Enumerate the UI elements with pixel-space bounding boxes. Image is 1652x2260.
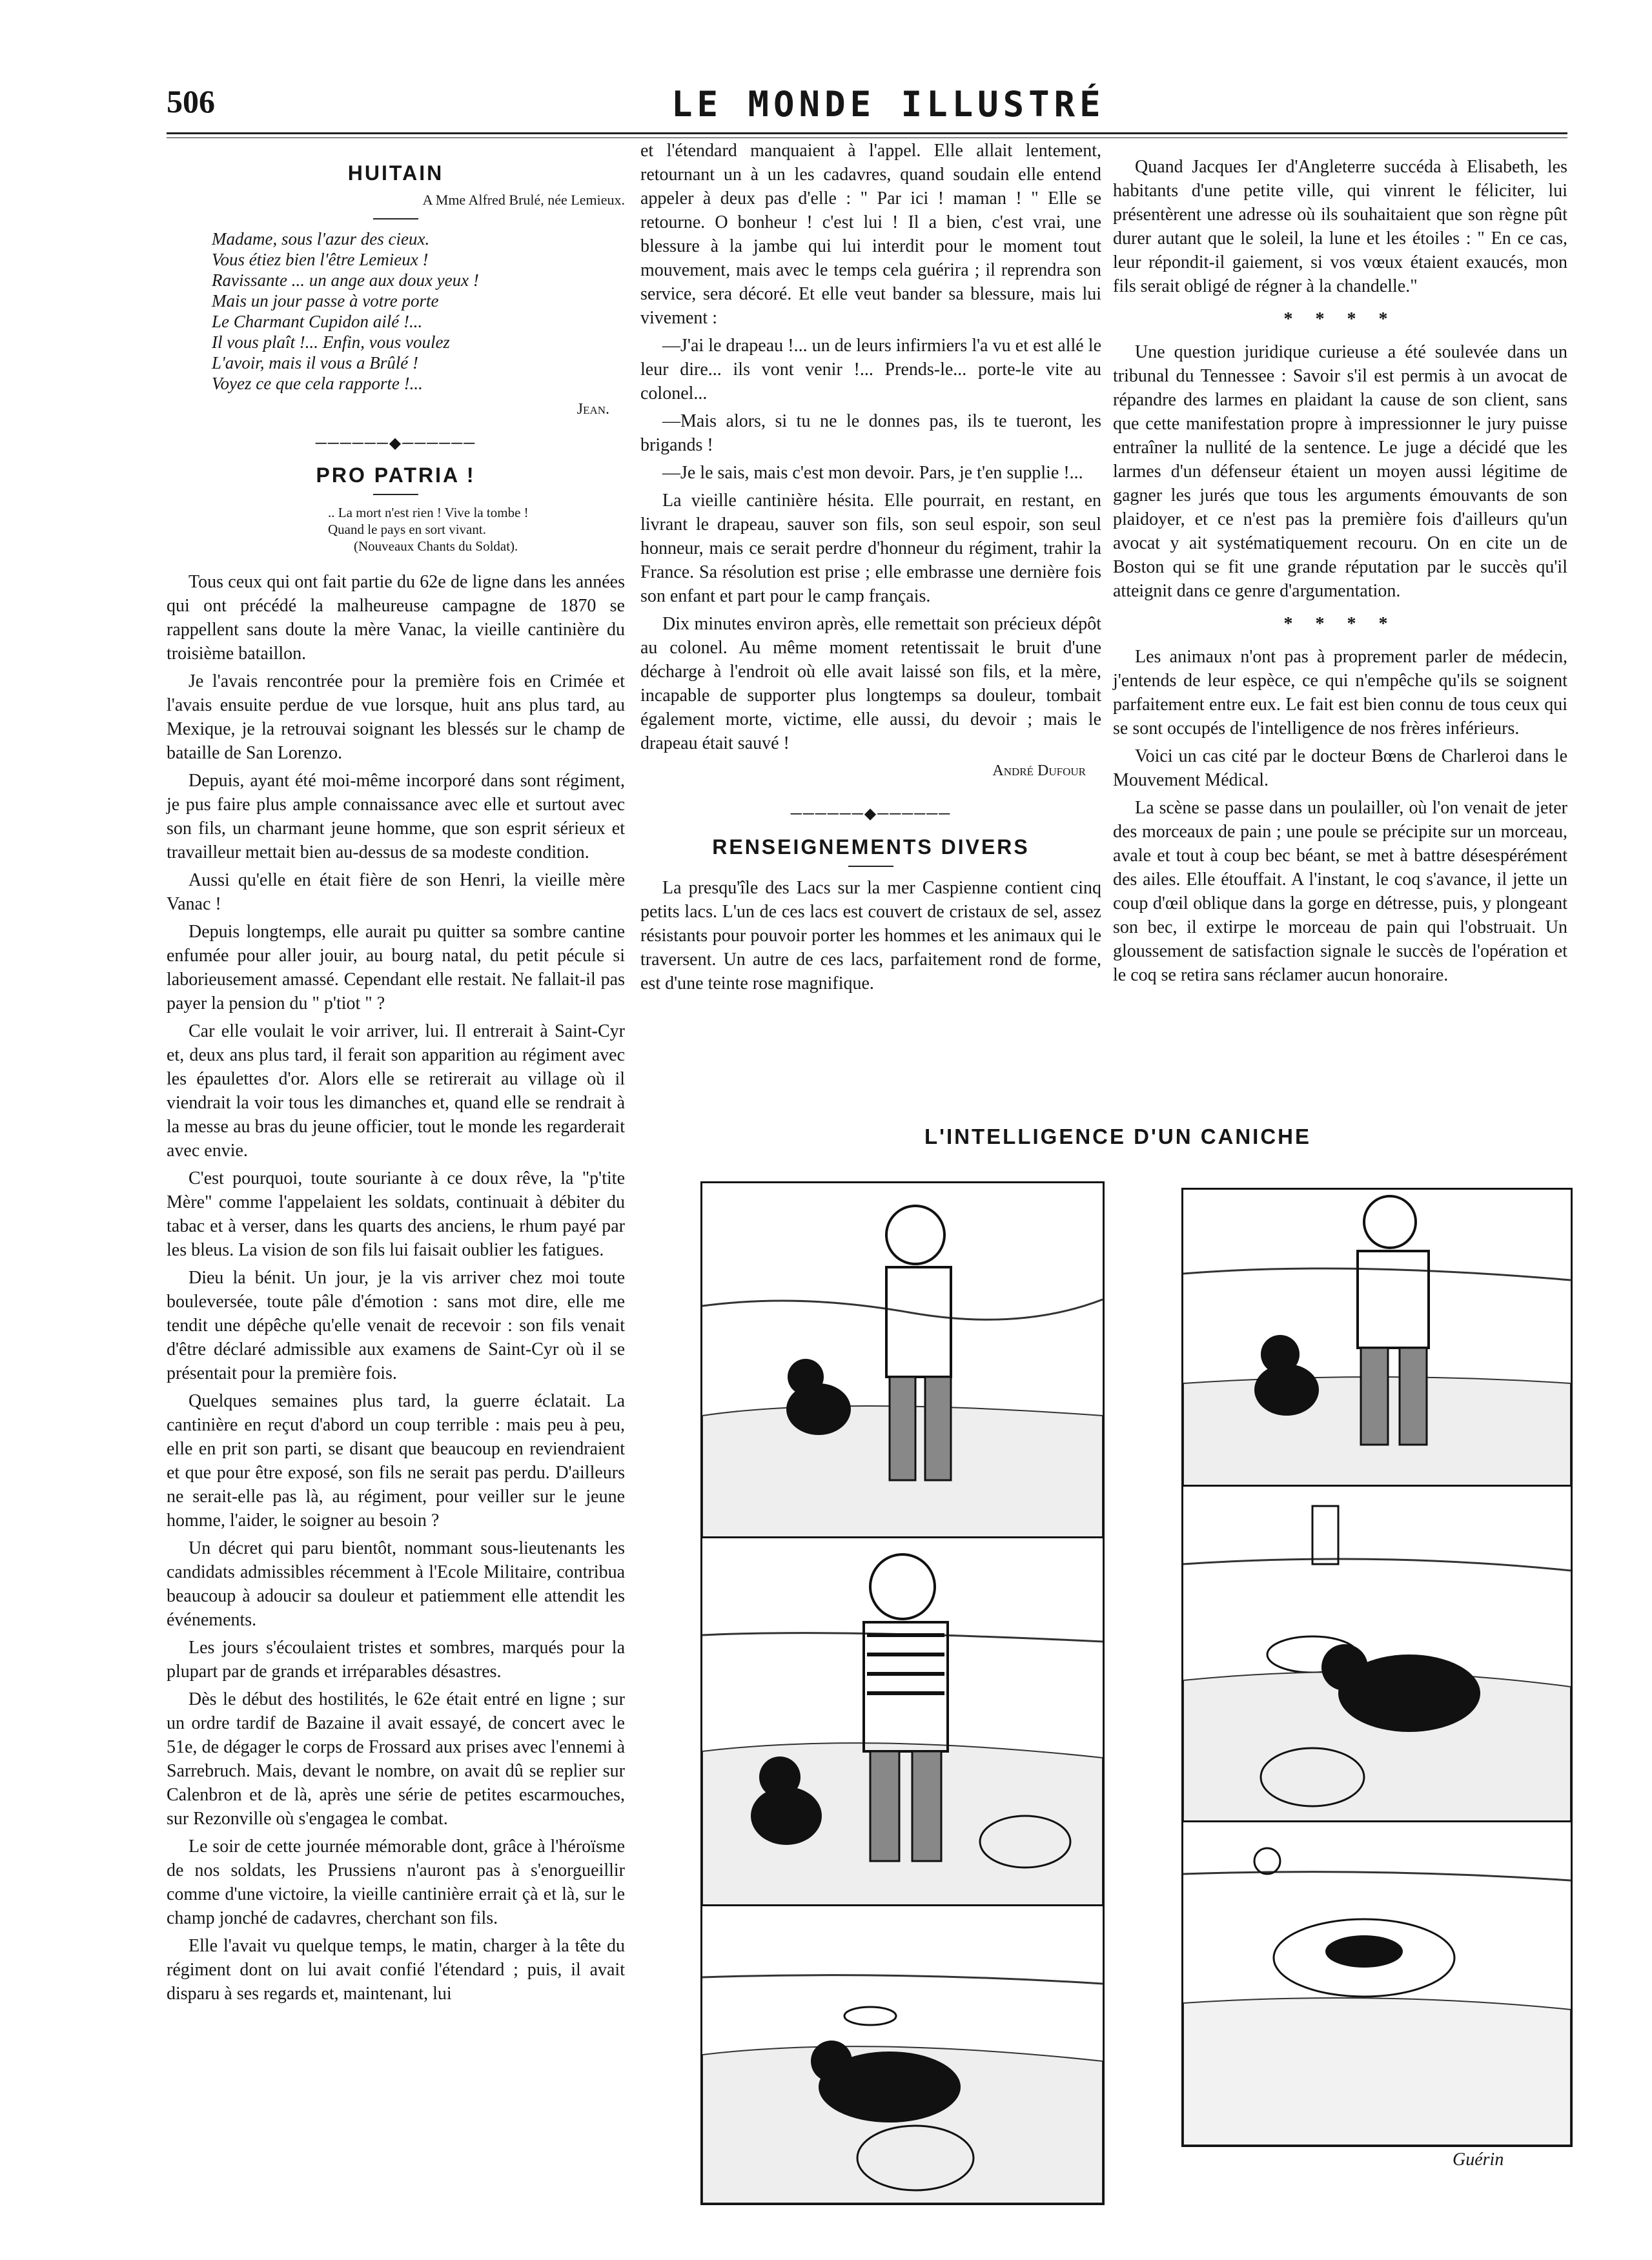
poem-line: Mais un jour passe à votre porte bbox=[212, 291, 439, 310]
paragraph: —Mais alors, si tu ne le donnes pas, ils te tueront, les brigands ! bbox=[640, 411, 1101, 455]
paragraph: Depuis, ayant été moi-même incorporé dans sont régiment, je pus faire plus ample connaissance avec elle et surtout avec son fils, un charmant jeune homme, que son esprit sérieux et travailleur mettait bien au-dessus de sa modeste condition. bbox=[167, 771, 625, 862]
poem-line: Ravissante ... un ange aux doux yeux ! bbox=[212, 270, 479, 290]
masthead: LE MONDE ILLUSTRÉ bbox=[671, 84, 1105, 125]
poem-line: Le Charmant Cupidon ailé !... bbox=[212, 312, 423, 331]
cartoon-panel-3 bbox=[700, 1536, 1105, 1908]
renseignements-title: RENSEIGNEMENTS DIVERS bbox=[712, 835, 1030, 859]
paragraph: Tous ceux qui ont fait partie du 62e de ligne dans les années qui ont précédé la malheureuse campagne de 1870 se rappellent sans doute la mère Vanac, la vieille cantinière du troisième bataillon. bbox=[167, 572, 625, 664]
epigraph bbox=[328, 504, 625, 555]
divider bbox=[848, 866, 893, 867]
paragraph: Un décret qui paru bientôt, nommant sous-lieutenants les candidats admissibles récemment à l'Ecole Militaire, contribua beaucoup à adoucir sa douleur et patiemment elle attendit les événements. bbox=[167, 1538, 625, 1630]
paragraph: C'est pourquoi, toute souriante à ce doux rêve, la "p'tite Mère" comme l'appelaient les soldats, continuait à débiter du tabac et à verser, dans les quarts des anciens, le rhum payé par les bleus. La vision de son fils lui faisait oublier les fatigues. bbox=[167, 1168, 625, 1260]
ornament: ──────◆────── bbox=[790, 806, 952, 822]
paragraph: Quand Jacques Ier d'Angleterre succéda à Elisabeth, les habitants d'une petite ville, qui vinrent le féliciter, lui présentèrent une adresse où ils souhaitaient que son règne pût durer autant que le soleil, la lune et les étoiles : " En ce cas, leur répondit-il gaiement, si vos vœux étaient exaucés, mon fils serait obligé de régner à la chandelle." bbox=[1113, 157, 1567, 296]
paragraph: Dès le début des hostilités, le 62e était entré en ligne ; sur un ordre tardif de Bazaine il avait essayé, de concert avec le 51e, de dégager le corps de Frossard aux prises avec l'ennemi à Sarrebruch. Mais, devant le nombre, on avait dû se replier sur Calenbron et de là, après une série de petites escarmouches, sur Rezonville où s'engagea le combat. bbox=[167, 1689, 625, 1829]
poem-line: Voyez ce que cela rapporte !... bbox=[212, 374, 423, 393]
paragraph: La vieille cantinière hésita. Elle pourrait, en restant, en livrant le drapeau, sauver son fils, son seul espoir, son seul honneur, mais ce serait perdre d'honneur du régiment, trahir la France. Sa résolution est prise ; elle embrasse une dernière fois son enfant et part pour le camp français. bbox=[640, 491, 1101, 606]
huitain-signature: Jean. bbox=[576, 401, 609, 418]
epigraph-line: .. La mort n'est rien ! Vive la tombe ! bbox=[328, 505, 529, 520]
paragraph: Elle l'avait vu quelque temps, le matin, charger à la tête du régiment dont on lui avait confié l'étendard ; puis, il avait disparu à ses regards et, maintenant, lui bbox=[167, 1936, 625, 2004]
divider bbox=[373, 218, 418, 219]
cartoon-panel-6 bbox=[1181, 1820, 1573, 2147]
panel-illustration bbox=[1183, 1487, 1571, 1822]
column-3 bbox=[1113, 155, 1567, 991]
paragraph: Voici un cas cité par le docteur Bœns de Charleroi dans le Mouvement Médical. bbox=[1113, 746, 1567, 790]
epigraph-line: (Nouveaux Chants du Soldat). bbox=[354, 538, 518, 554]
pro-patria-signature: André Dufour bbox=[992, 762, 1086, 779]
huitain-poem bbox=[212, 229, 625, 394]
huitain-title: HUITAIN bbox=[347, 161, 444, 185]
paragraph: Les animaux n'ont pas à proprement parler de médecin, j'entends de leur espèce, ce qui n'empêche qu'ils se soignent parfaitement entre eux. Le fait est bien connu de tous ceux qui se sont occupés de l'intelligence de nos frères inférieurs. bbox=[1113, 647, 1567, 738]
paragraph: Car elle voulait le voir arriver, lui. Il entrerait à Saint-Cyr et, deux ans plus tard, il ferait son apparition au régiment avec les épaulettes d'or. Alors elle se retirerait au village où il viendrait la voir tous les dimanches et, quand elle se rendrait à la messe au bras du jeune officier, tout le monde les regarderait avec envie. bbox=[167, 1021, 625, 1161]
column-1 bbox=[167, 161, 625, 2010]
panel-illustration bbox=[702, 1906, 1103, 2203]
divider bbox=[373, 494, 418, 495]
paragraph: Une question juridique curieuse a été soulevée dans un tribunal du Tennessee : Savoir s'il est permis à un avocat de répandre des larmes en plaidant la cause de son client, sans que cette manifestation propre à impressionner le jury puisse entraîner la nullité de la sentence. Le juge a décidé que les larmes d'un défenseur étaient un moyen aussi légitime de gagner les jurés que tous les arguments émouvants de son plaidoyer, et ce n'est pas la première fois d'ailleurs qu'un avocat y ait systématiquement recouru. On en cite un de Boston qui se fit une grande réputation par le succès qu'il atteignit dans ce genre d'argumentation. bbox=[1113, 342, 1567, 601]
panel-illustration bbox=[1183, 1190, 1571, 1487]
header-rule bbox=[167, 132, 1567, 134]
paragraph: La scène se passe dans un poulailler, où l'on venait de jeter des morceaux de pain ; une poule se précipite sur un morceau, avale et tout à coup bec béant, se met à battre désespérément des ailes. Elle étouffait. A l'instant, le coq s'avance, il jette un coup d'œil oblique dans la gorge en détresse, puis, y plongeant son bec, il extirpe le morceau de pain qui l'obstruait. Un gloussement de satisfaction signale le succès de l'opération et le coq se retira sans réclamer aucun honoraire. bbox=[1113, 798, 1567, 985]
cartoon-panel-1 bbox=[700, 1181, 1105, 1540]
poem-line: Madame, sous l'azur des cieux. bbox=[212, 229, 430, 249]
paragraph: Dix minutes environ après, elle remettait son précieux dépôt au colonel. Au même moment retentissait le bruit d'une décharge à l'endroit où elle avait laissé son fils, et la mère, incapable de supporter plus longtemps sa douleur, tombait également morte, victime, elle aussi, du devoir ; mais le drapeau était sauvé ! bbox=[640, 614, 1101, 753]
panel-illustration bbox=[702, 1183, 1103, 1538]
pro-patria-title: PRO PATRIA ! bbox=[316, 463, 476, 487]
paragraph: —J'ai le drapeau !... un de leurs infirmiers l'a vu et est allé le leur dire... ils vont venir !... Prends-le... porte-le vite au colonel... bbox=[640, 336, 1101, 403]
stars-separator: * * * * bbox=[1283, 309, 1397, 329]
paragraph: Les jours s'écoulaient tristes et sombres, marqués pour la plupart par de grands et irréparables désastres. bbox=[167, 1638, 625, 1682]
cartoon-panel-4 bbox=[1181, 1485, 1573, 1824]
header-rule-thin bbox=[167, 137, 1567, 138]
paragraph: La presqu'île des Lacs sur la mer Caspienne contient cinq petits lacs. L'un de ces lacs est couvert de cristaux de sel, assez résistants pour pouvoir porter les hommes et les animaux qui le traversent. Un autre de ces lacs, parfaitement rond de forme, est d'une teinte rose magnifique. bbox=[640, 878, 1101, 993]
poem-line: Vous étiez bien l'être Lemieux ! bbox=[212, 250, 429, 269]
ornament: ──────◆────── bbox=[315, 435, 476, 452]
paragraph: —Je le sais, mais c'est mon devoir. Pars, je t'en supplie !... bbox=[662, 463, 1083, 483]
paragraph: Quelques semaines plus tard, la guerre éclatait. La cantinière en reçut d'abord un coup terrible : mais peu à peu, elle en prit son parti, se disant que beaucoup en reviendraient et que pour être exposé, son fils ne serait pas perdu. D'ailleurs ne serait-elle pas là, au régiment, pour veiller sur le jeune homme, l'aider, le soigner au besoin ? bbox=[167, 1391, 625, 1531]
paragraph: Je l'avais rencontrée pour la première fois en Crimée et l'avais ensuite perdue de vue lorsque, huit ans plus tard, au Mexique, je la retrouvai soignant les blessés sur le champ de bataille de San Lorenzo. bbox=[167, 671, 625, 763]
poem-line: Il vous plaît !... Enfin, vous voulez bbox=[212, 332, 450, 352]
paragraph: Aussi qu'elle en était fière de son Henri, la vieille mère Vanac ! bbox=[167, 870, 625, 914]
panel-illustration bbox=[702, 1538, 1103, 1906]
artist-signature: Guérin bbox=[1453, 2150, 1504, 2170]
paragraph: Depuis longtemps, elle aurait pu quitter sa sombre cantine enfumée pour aller jouir, au bourg natal, du petit pécule si laborieusement amassé. Cependant elle restait. Ne fallait-il pas payer la pension du " p'tiot " ? bbox=[167, 922, 625, 1013]
paragraph: Dieu la bénit. Un jour, je la vis arriver chez moi toute bouleversée, toute pâle d'émotion : sans mot dire, elle me tendit une dépêche qu'elle venait de recevoir : son fils venait d'être déclaré admissible aux examens de Saint-Cyr où il se présentait pour la première fois. bbox=[167, 1268, 625, 1383]
page-number: 506 bbox=[167, 83, 215, 119]
column-2 bbox=[640, 139, 1101, 999]
cartoon-panel-2 bbox=[1181, 1188, 1573, 1489]
paragraph: et l'étendard manquaient à l'appel. Elle allait lentement, retournant un à un les cadavres, quand soudain elle entend appeler à deux pas d'elle : " Par ici ! maman ! " Elle se retourne. O bonheur ! c'est lui ! Il a bien, c'est vrai, une blessure à la jambe qui lui interdit pour le moment tout mouvement, mais avec le temps cela guérira ; il reprendra son service, sera décoré. Et elle veut bander sa blessure, mais lui vivement : bbox=[640, 141, 1101, 328]
stars-separator: * * * * bbox=[1283, 614, 1397, 634]
poem-line: L'avoir, mais il vous a Brûlé ! bbox=[212, 353, 419, 372]
huitain-dedication: A Mme Alfred Brulé, née Lemieux. bbox=[422, 192, 625, 208]
cartoon-panel-5 bbox=[700, 1904, 1105, 2205]
panel-illustration bbox=[1183, 1822, 1571, 2145]
cartoon-title: L'INTELLIGENCE D'UN CANICHE bbox=[924, 1125, 1312, 1148]
paragraph: Le soir de cette journée mémorable dont, grâce à l'héroïsme de nos soldats, les Prussiens n'auront pas à s'enorgueillir comme d'une victoire, la vieille cantinière errait çà et là, sur le champ jonché de cadavres, cherchant son fils. bbox=[167, 1837, 625, 1928]
epigraph-line: Quand le pays en sort vivant. bbox=[328, 522, 486, 537]
